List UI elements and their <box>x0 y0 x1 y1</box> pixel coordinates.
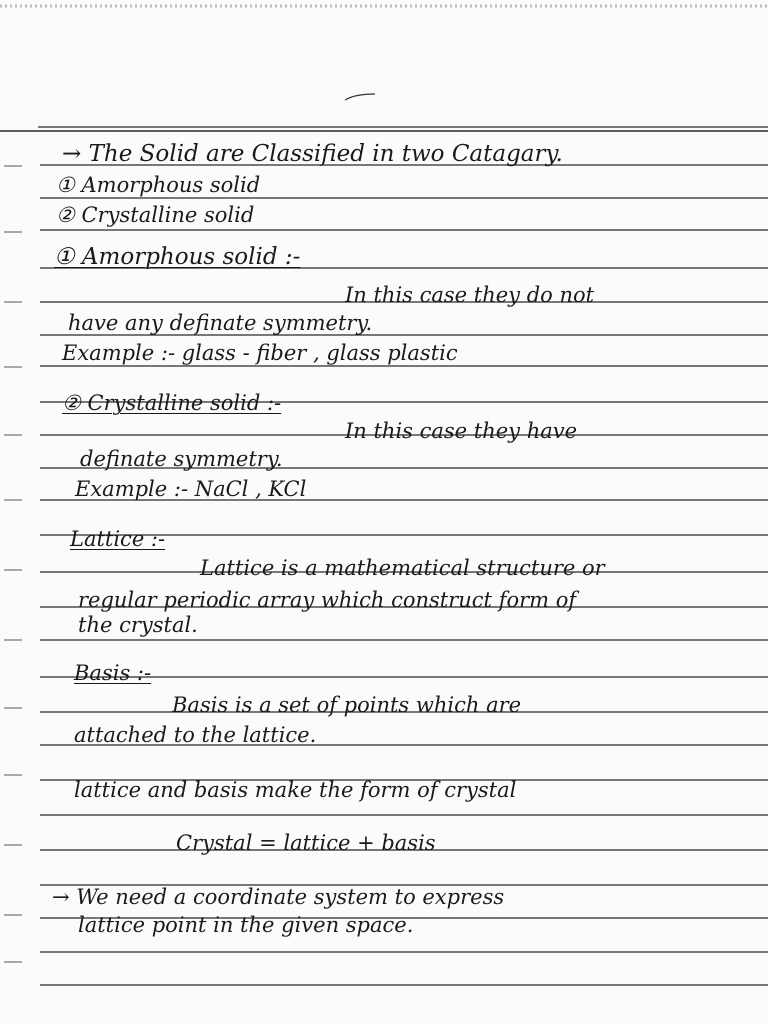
crystalline-heading: ② Crystalline solid :- <box>62 391 282 415</box>
list-item-crystalline: ② Crystalline solid <box>56 203 255 227</box>
intro-line: → The Solid are Classified in two Catagary. <box>62 141 563 167</box>
amorphous-line-1: In this case they do not <box>345 283 595 307</box>
equation-line: Crystal = lattice + basis <box>176 831 436 855</box>
relation-line: lattice and basis make the form of crystal <box>74 778 517 802</box>
basis-line-2: attached to the lattice. <box>74 723 317 747</box>
crystalline-line-1: In this case they have <box>345 419 578 443</box>
basis-heading: Basis :- <box>74 661 152 685</box>
crystalline-line-2: definate symmetry. <box>80 447 283 471</box>
lattice-line-1: Lattice is a mathematical structure or <box>200 556 605 580</box>
amorphous-heading: ① Amorphous solid :- <box>54 244 301 270</box>
basis-line-1: Basis is a set of points which are <box>172 693 522 717</box>
lattice-heading: Lattice :- <box>70 527 166 551</box>
amorphous-example: Example :- glass - fiber , glass plastic <box>62 341 458 365</box>
amorphous-line-2: have any definate symmetry. <box>68 311 373 335</box>
list-item-amorphous: ① Amorphous solid <box>56 173 261 197</box>
crystalline-example: Example :- NaCl , KCl <box>75 477 307 501</box>
coordinate-line-2: lattice point in the given space. <box>78 913 414 937</box>
lattice-line-2: regular periodic array which construct form of <box>78 588 577 612</box>
lattice-line-3: the crystal. <box>78 613 198 637</box>
coordinate-line-1: → We need a coordinate system to express <box>52 885 505 909</box>
